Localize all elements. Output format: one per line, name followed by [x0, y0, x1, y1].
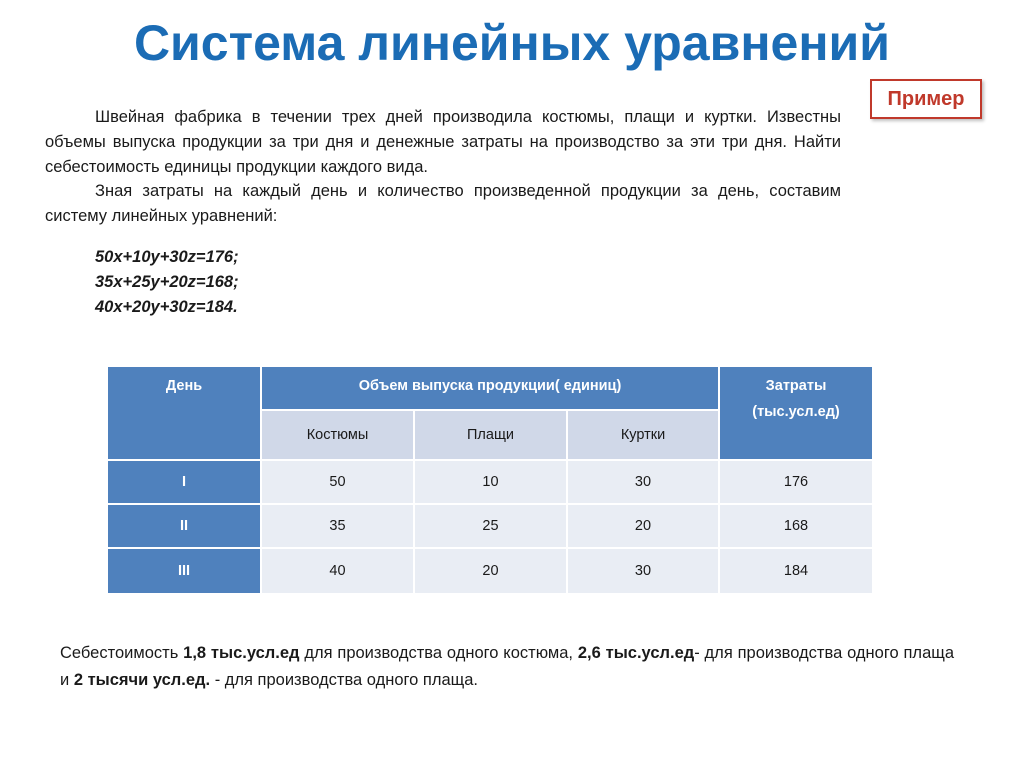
subheader-raincoats: Плащи: [415, 411, 566, 459]
header-day: День: [108, 367, 260, 459]
equation-2: 35x+25y+20z=168;: [95, 273, 239, 291]
summary-suit-cost: 1,8 тыс.усл.ед: [183, 644, 300, 662]
summary-text-1: Себестоимость: [60, 644, 184, 662]
table-cell: 35: [262, 505, 413, 547]
header-cost-line2: (тыс.усл.ед): [752, 404, 840, 420]
table-cell: 20: [568, 505, 718, 547]
row-label: II: [108, 505, 260, 547]
table-cell-cost: 184: [720, 549, 872, 593]
row-label: I: [108, 461, 260, 503]
method-paragraph: Зная затраты на каждый день и количество произведенной продукции за день, составим систему линейных уравнений:: [45, 182, 841, 225]
summary-text-4: - для производства одного плаща.: [210, 671, 479, 689]
slide-title: Система линейных уравнений: [133, 15, 891, 71]
production-table: [108, 367, 872, 593]
table-cell: 50: [262, 461, 413, 503]
subheader-jackets: Куртки: [568, 411, 718, 459]
table-cell: 10: [415, 461, 566, 503]
equation-3: 40x+20y+30z=184.: [95, 298, 238, 316]
summary-jacket-cost: 2 тысячи усл.ед.: [73, 671, 211, 689]
table-cell: 30: [568, 549, 718, 593]
table-cell-cost: 176: [720, 461, 872, 503]
summary-text-2: для производства одного костюма,: [299, 644, 578, 662]
subheader-suits: Костюмы: [262, 411, 413, 459]
header-output: Объем выпуска продукции( единиц): [262, 367, 718, 409]
row-label: III: [108, 549, 260, 593]
header-cost: [720, 367, 872, 459]
table-cell: 40: [262, 549, 413, 593]
example-badge: Пример: [870, 79, 982, 119]
result-summary: [60, 640, 954, 694]
equation-system: [95, 245, 239, 320]
table-cell-cost: 168: [720, 505, 872, 547]
header-cost-line1: Затраты: [765, 378, 827, 394]
problem-paragraph: Швейная фабрика в течении трех дней производила костюмы, плащи и куртки. Известны объемы выпуска продукции за три дня и денежные затраты на производство за эти три дня. Найти себестоимость единицы продукции каждого вида.: [45, 108, 841, 176]
table-cell: 20: [415, 549, 566, 593]
equation-1: 50x+10y+30z=176;: [95, 248, 239, 266]
table-cell: 30: [568, 461, 718, 503]
summary-raincoat-cost: 2,6 тыс.усл.ед: [577, 644, 695, 662]
table-cell: 25: [415, 505, 566, 547]
summary-text-3: - для производства одного плаща и: [60, 644, 954, 689]
